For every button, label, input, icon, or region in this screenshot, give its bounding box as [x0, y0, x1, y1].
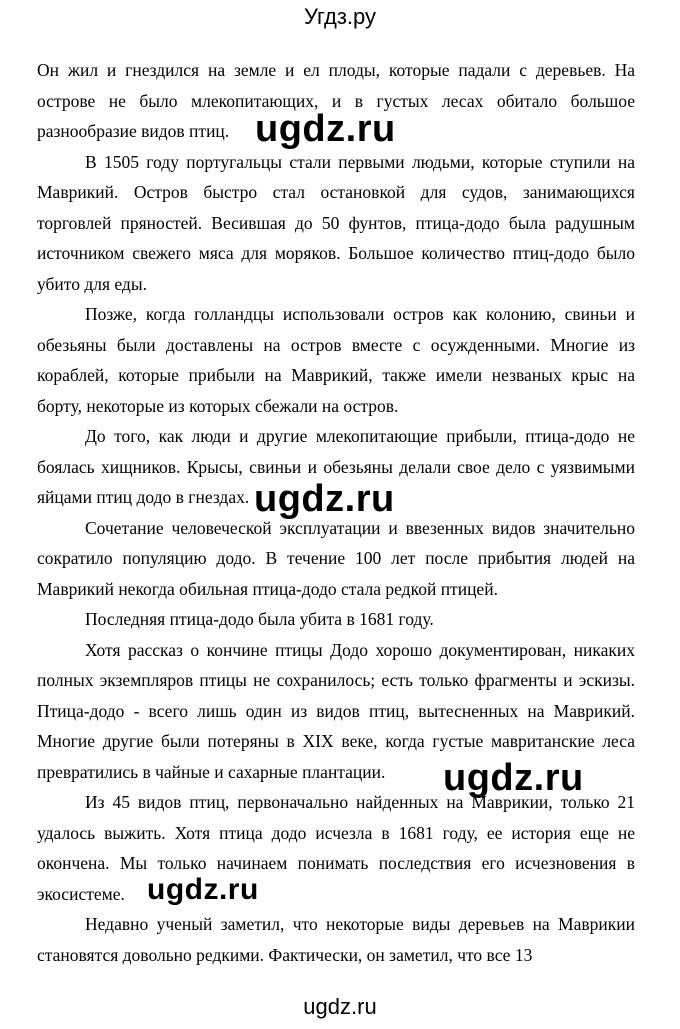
paragraph-7: Хотя рассказ о кончине птицы Додо хорошо документирован, никаких полных экземпляров птицы не сохранилось; есть только фрагменты и эскизы. Птица-додо - всего лишь один из видов птиц, вытесненных на Маврикий. Многие другие были потеряны в XIX веке, когда густые мавританские леса превратились в чайные и сахарные плантации. — [37, 639, 635, 782]
paragraph-3: Позже, когда голландцы использовали остров как колонию, свиньи и обезьяны были доставлены на остров вместе с осужденными. Многие из кораблей, которые прибыли на Маврикий, также имели незваных крыс на борту, некоторые из которых сбежали на остров. — [37, 304, 635, 416]
site-footer-text: ugdz.ru — [303, 994, 377, 1019]
watermark: ugdz.ru — [443, 757, 584, 799]
paragraph-1: Он жил и гнездился на земле и ел плоды, которые падали с деревьев. На острове не было млекопитающих, и в густых лесах обитало большое разнообразие видов птиц. — [37, 60, 635, 141]
paragraph-2: В 1505 году португальцы стали первыми людьми, которые ступили на Маврикий. Остров быстро стал остановкой для судов, занимающихся торговлей пряностей. Весившая до 50 фунтов, птица-додо была радушным источником свежего мяса для моряков. Большое количество птиц-додо было убито для еды. — [37, 151, 635, 294]
watermark: ugdz.ru — [254, 478, 395, 520]
paragraph-5: Сочетание человеческой эксплуатации и ввезенных видов значительно сократило популяцию додо. В течение 100 лет после прибытия людей на Маврикий некогда обильная птица-додо стала редкой птицей. — [37, 517, 635, 599]
paragraph-6: Последняя птица-додо была убита в 1681 году. — [85, 609, 434, 629]
site-header-title: Угдз.ру — [303, 4, 377, 29]
paragraph-4: До того, как люди и другие млекопитающие прибыли, птица-додо не боялась хищников. Крысы, свиньи и обезьяны делали свое дело с уязвимыми яйцами птиц додо в гнездах. — [37, 426, 635, 507]
watermark: ugdz.ru — [147, 873, 259, 906]
watermark: ugdz.ru — [255, 108, 396, 150]
paragraph-8: Из 45 видов птиц, первоначально найденных на Маврикии, только 21 удалось выжить. Хотя птица додо исчезла в 1681 году, ее история еще не окончена. Мы только начинаем понимать последствия его исчезновения в экосистеме. — [37, 792, 635, 904]
paragraph-9: Недавно ученый заметил, что некоторые виды деревьев на Маврикии становятся довольно редкими. Фактически, он заметил, что все 13 — [37, 914, 635, 965]
